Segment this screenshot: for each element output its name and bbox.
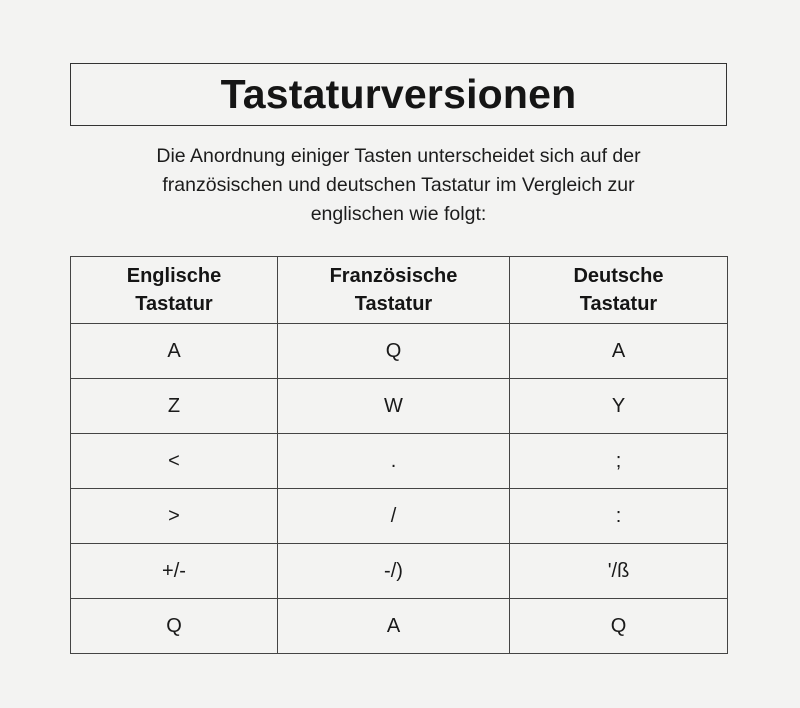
header-french <box>278 257 510 324</box>
table-row <box>71 379 728 434</box>
keyboard-table <box>70 256 728 654</box>
header-english-line1: Englische <box>126 265 222 287</box>
cell-german: ; <box>510 434 728 489</box>
table-row <box>71 434 728 489</box>
table-header-row <box>71 257 728 324</box>
cell-english: A <box>71 324 278 379</box>
cell-french: A <box>278 599 510 654</box>
cell-german: A <box>510 324 728 379</box>
cell-english: +/- <box>71 544 278 599</box>
cell-german: Q <box>510 599 728 654</box>
intro-line: englischen wie folgt: <box>310 203 487 225</box>
cell-english: Q <box>71 599 278 654</box>
table-row <box>71 324 728 379</box>
header-german-line2: Tastatur <box>579 293 658 315</box>
header-german <box>510 257 728 324</box>
header-german-line1: Deutsche <box>573 265 664 287</box>
cell-french: / <box>278 489 510 544</box>
cell-french: -/) <box>278 544 510 599</box>
cell-german: Y <box>510 379 728 434</box>
header-english-line2: Tastatur <box>135 293 213 315</box>
cell-french: Q <box>278 324 510 379</box>
intro-line: französischen und deutschen Tastatur im Vergleich zur <box>162 174 635 196</box>
title-box <box>70 63 727 126</box>
header-english <box>71 257 278 324</box>
cell-english: Z <box>71 379 278 434</box>
header-french-line2: Tastatur <box>354 293 433 315</box>
cell-english: < <box>71 434 278 489</box>
cell-french: W <box>278 379 510 434</box>
cell-german: '/ß <box>510 544 728 599</box>
intro-line: Die Anordnung einiger Tasten unterscheidet sich auf der <box>156 145 641 167</box>
table-row <box>71 544 728 599</box>
cell-german: : <box>510 489 728 544</box>
intro-paragraph <box>70 142 727 229</box>
cell-english: > <box>71 489 278 544</box>
table-row <box>71 599 728 654</box>
header-french-line1: Französische <box>329 265 458 287</box>
page-title: Tastaturversionen <box>220 71 577 117</box>
cell-french: . <box>278 434 510 489</box>
table-row <box>71 489 728 544</box>
